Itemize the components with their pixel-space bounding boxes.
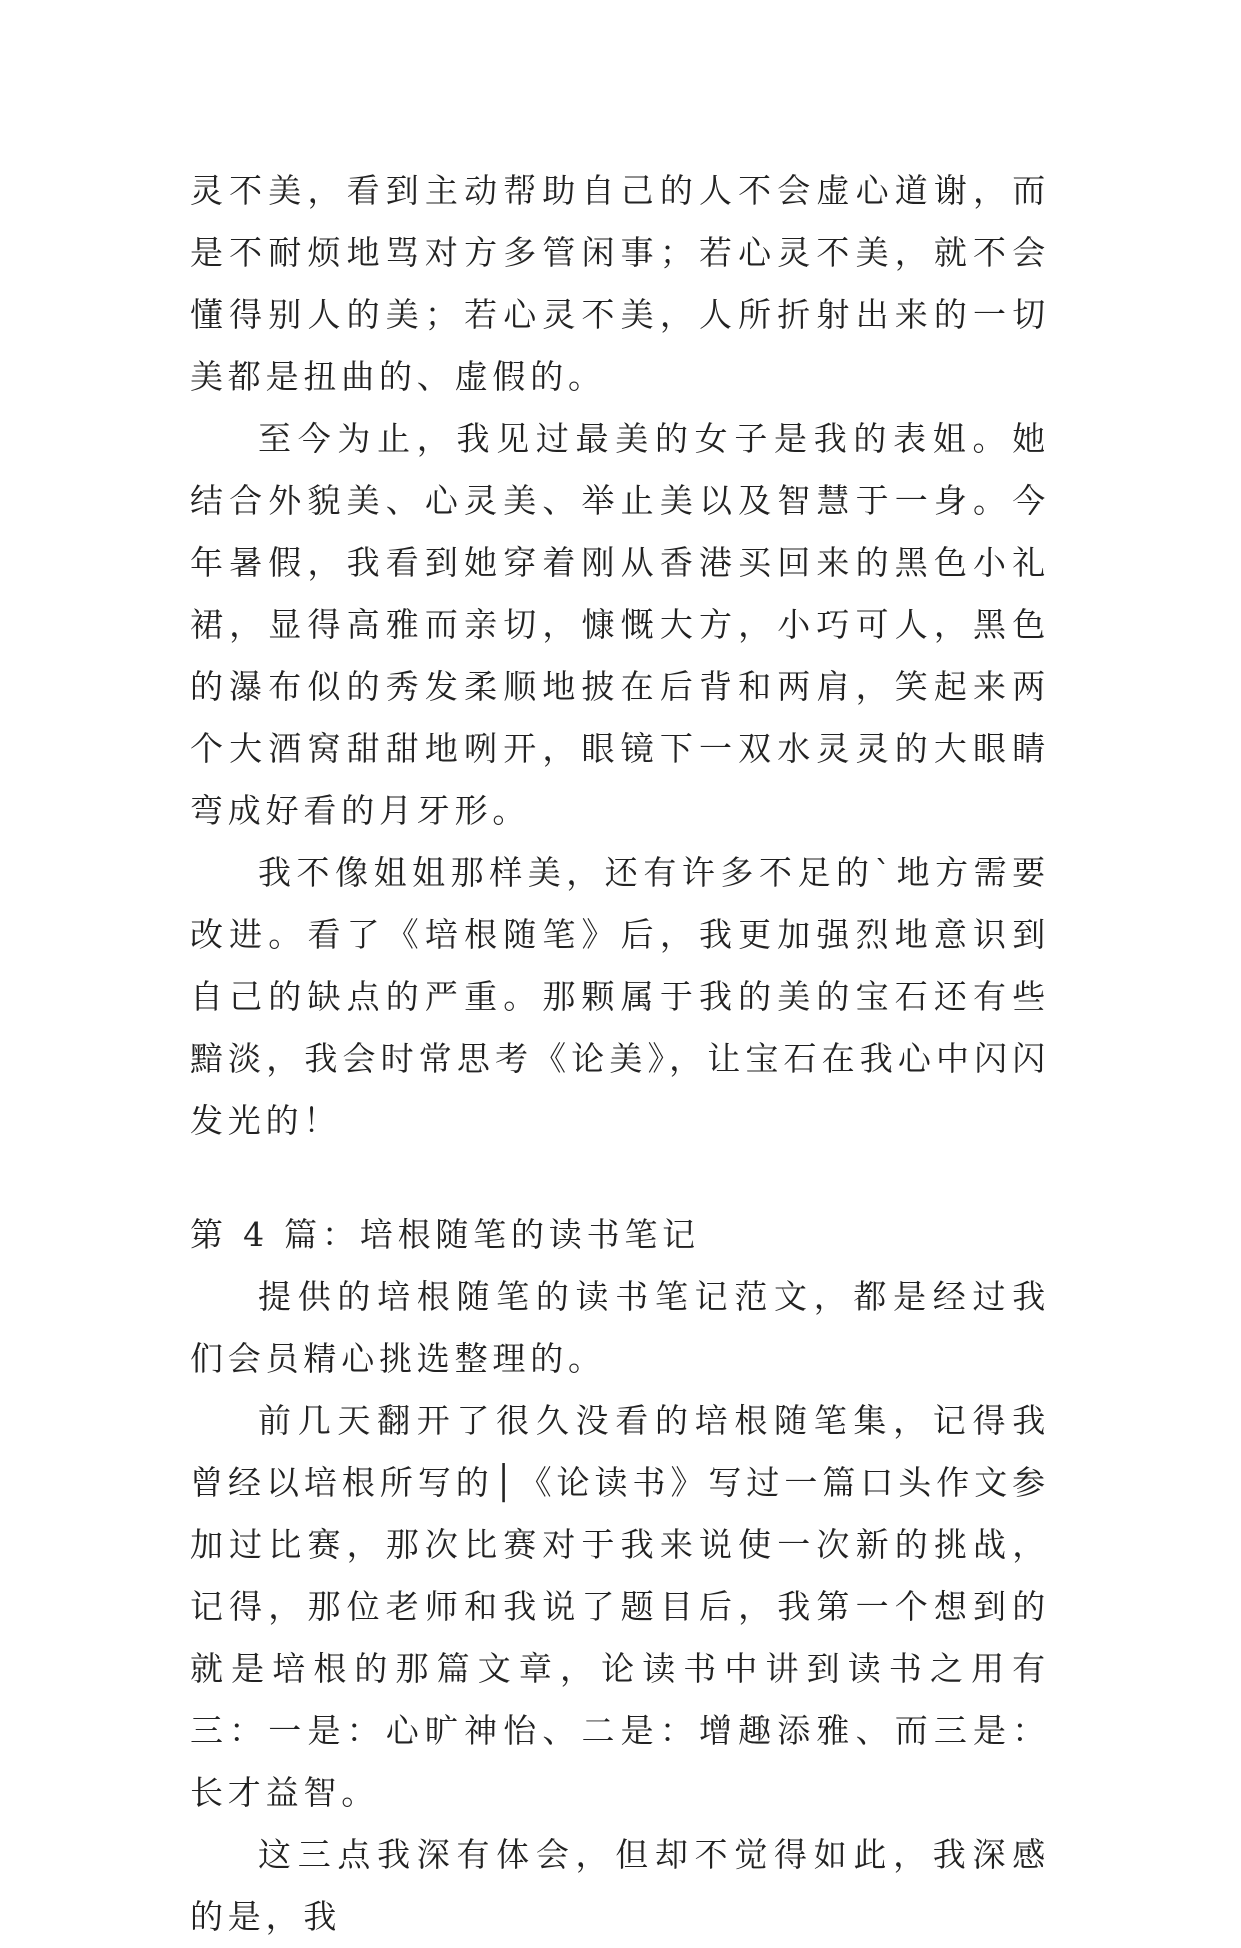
paragraph-cousin-description: 至今为止，我见过最美的女子是我的表姐。她结合外貌美、心灵美、举止美以及智慧于一身。今年暑假，我看到她穿着刚从香港买回来的黑色小礼裙，显得高雅而亲切，慷慨大方，小巧可人，黑色的瀑布似的秀发柔顺地披在后背和两肩，笑起来两个大酒窝甜甜地咧开，眼镜下一双水灵灵的大眼睛弯成好看的月牙形。 <box>190 419 1050 830</box>
section-spacer <box>190 1152 1050 1204</box>
paragraph-reflection: 这三点我深有体会，但却不觉得如此，我深感的是，我 <box>190 1835 1050 1936</box>
paragraph-self-reflection: 我不像姐姐那样美，还有许多不足的`地方需要改进。看了《培根随笔》后，我更加强烈地意识到自己的缺点的严重。那颗属于我的美的宝石还有些黯淡，我会时常思考《论美》，让宝石在我心中闪闪发光的！ <box>190 853 1050 1140</box>
paragraph-reading-memory: 前几天翻开了很久没看的培根随笔集，记得我曾经以培根所写的│《论读书》写过一篇口头作文参加过比赛，那次比赛对于我来说使一次新的挑战，记得，那位老师和我说了题目后，我第一个想到的就是培根的那篇文章，论读书中讲到读书之用有三：一是：心旷神怡、二是：增趣添雅、而三是：长才益智。 <box>190 1401 1050 1812</box>
section-heading: 第 4 篇：培根随笔的读书笔记 <box>190 1215 700 1254</box>
document-body <box>190 160 1050 1948</box>
paragraph-continuation: 灵不美，看到主动帮助自己的人不会虚心道谢，而是不耐烦地骂对方多管闲事；若心灵不美，就不会懂得别人的美；若心灵不美，人所折射出来的一切美都是扭曲的、虚假的。 <box>190 171 1050 396</box>
paragraph-intro: 提供的培根随笔的读书笔记范文，都是经过我们会员精心挑选整理的。 <box>190 1277 1050 1378</box>
